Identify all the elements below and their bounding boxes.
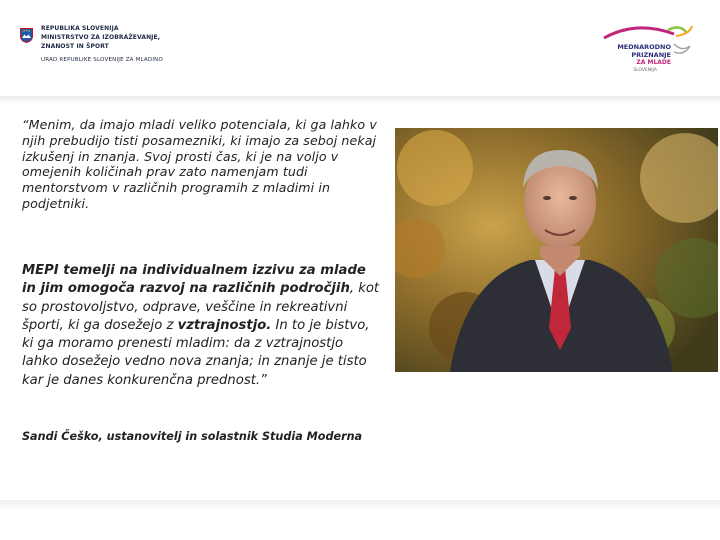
ministry-office: URAD REPUBLIKE SLOVENIJE ZA MLADINO bbox=[41, 57, 163, 63]
quote-attribution: Sandi Češko, ustanovitelj in solastnik Studia Moderna bbox=[22, 430, 363, 443]
award-country: SLOVENIJA bbox=[633, 68, 657, 73]
quote-text-2: In to je bistvo, ki ga moramo prenesti mladim: da z vztrajnostjo lahko dosežejo vedno nova znanja; in znanje je tisto kar je danes konkurenčna prednost.” bbox=[22, 317, 370, 388]
ministry-logo bbox=[20, 24, 163, 65]
award-logo bbox=[576, 22, 700, 73]
quote-paragraph-2 bbox=[22, 262, 382, 390]
ministry-line-3: ZNANOST IN ŠPORT bbox=[41, 43, 109, 50]
header-divider bbox=[0, 96, 720, 104]
quote-paragraph-1: “Menim, da imajo mladi veliko potenciala, ki ga lahko v njih prebudijo tisti posamezniki, ki imajo za seboj nekaj izkušenj in znanja. Svoj prosti čas, ki je na voljo v omejenih količinah prav zato namenjam tudi mentorstvom v različnih programih z mladimi in podjetniki. bbox=[22, 117, 377, 211]
ministry-line-2: MINISTRSTVO ZA IZOBRAŽEVANJE, bbox=[41, 34, 161, 41]
quote-emphasis-1: MEPI temelji na individualnem izzivu za mlade in jim omogoča razvoj na različnih področjih bbox=[22, 263, 366, 297]
slovenia-crest-icon bbox=[20, 28, 33, 43]
award-subtitle: ZA MLADE bbox=[636, 59, 671, 66]
footer-divider bbox=[0, 500, 720, 510]
quote-text-1: , kot so prostovoljstvo, odprave, veščine in rekreativni športi, ki ga dosežejo z bbox=[22, 281, 380, 333]
award-title: MEDNARODNO PRIZNANJE bbox=[617, 43, 671, 59]
portrait-photo bbox=[395, 128, 718, 372]
quote-emphasis-2: vztrajnostjo. bbox=[177, 317, 272, 333]
ministry-line-1: REPUBLIKA SLOVENIJA bbox=[41, 25, 119, 32]
